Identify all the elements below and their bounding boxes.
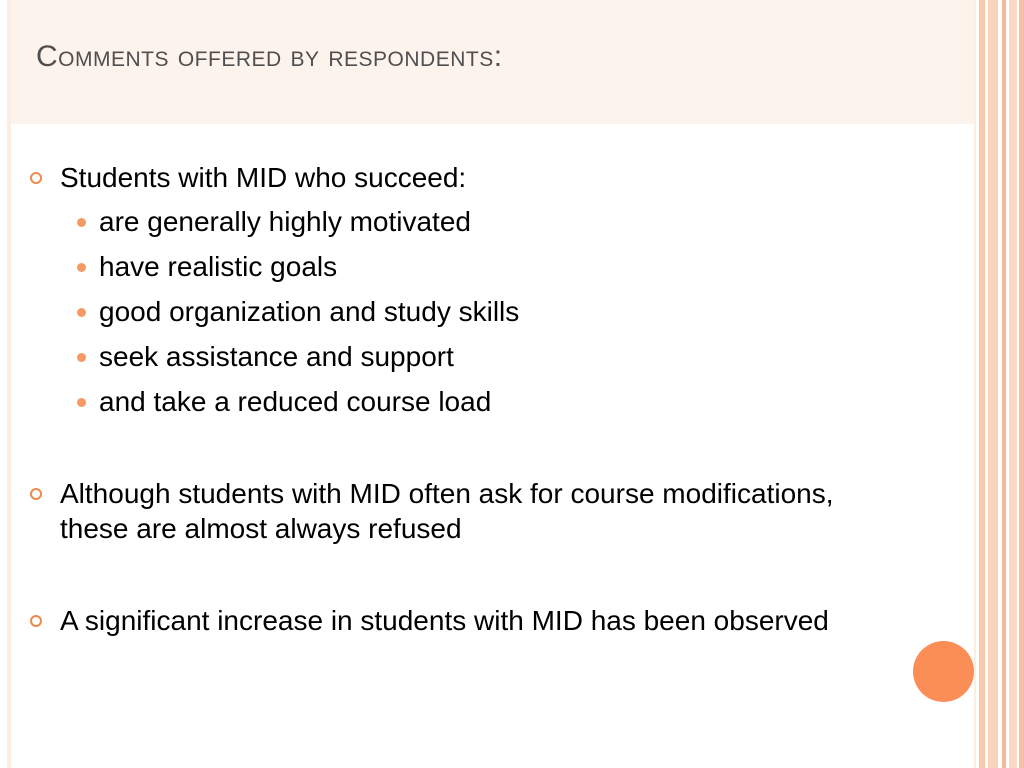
stripe [1009,0,1017,768]
stripe [988,0,998,768]
dot-bullet-icon [77,353,86,362]
bullet-text: Students with MID who succeed: [60,162,467,193]
slide-title: Comments offered by respondents: [36,40,503,73]
dot-bullet-icon [77,263,86,272]
sub-bullet-text: have realistic goals [99,251,338,282]
sub-bullet-text: are generally highly motivated [99,206,471,237]
bullet-text: Although students with MID often ask for course modifications, these are almost always refused [60,478,834,544]
stripe [1019,0,1024,768]
dot-bullet-icon [77,218,86,227]
dot-bullet-icon [77,308,86,317]
bullet-ring-icon [30,488,42,500]
sub-bullet-text: good organization and study skills [99,296,520,327]
stripe [1002,0,1006,768]
decorative-stripes [976,0,1024,768]
dot-bullet-icon [77,398,86,407]
decorative-circle [913,641,974,702]
bullet-ring-icon [30,172,42,184]
stripe [979,0,985,768]
bullet-ring-icon [30,615,42,627]
bullet-text: A significant increase in students with MID has been observed [60,605,829,636]
sub-bullet-text: and take a reduced course load [99,386,492,417]
sub-bullet-text: seek assistance and support [99,341,454,372]
